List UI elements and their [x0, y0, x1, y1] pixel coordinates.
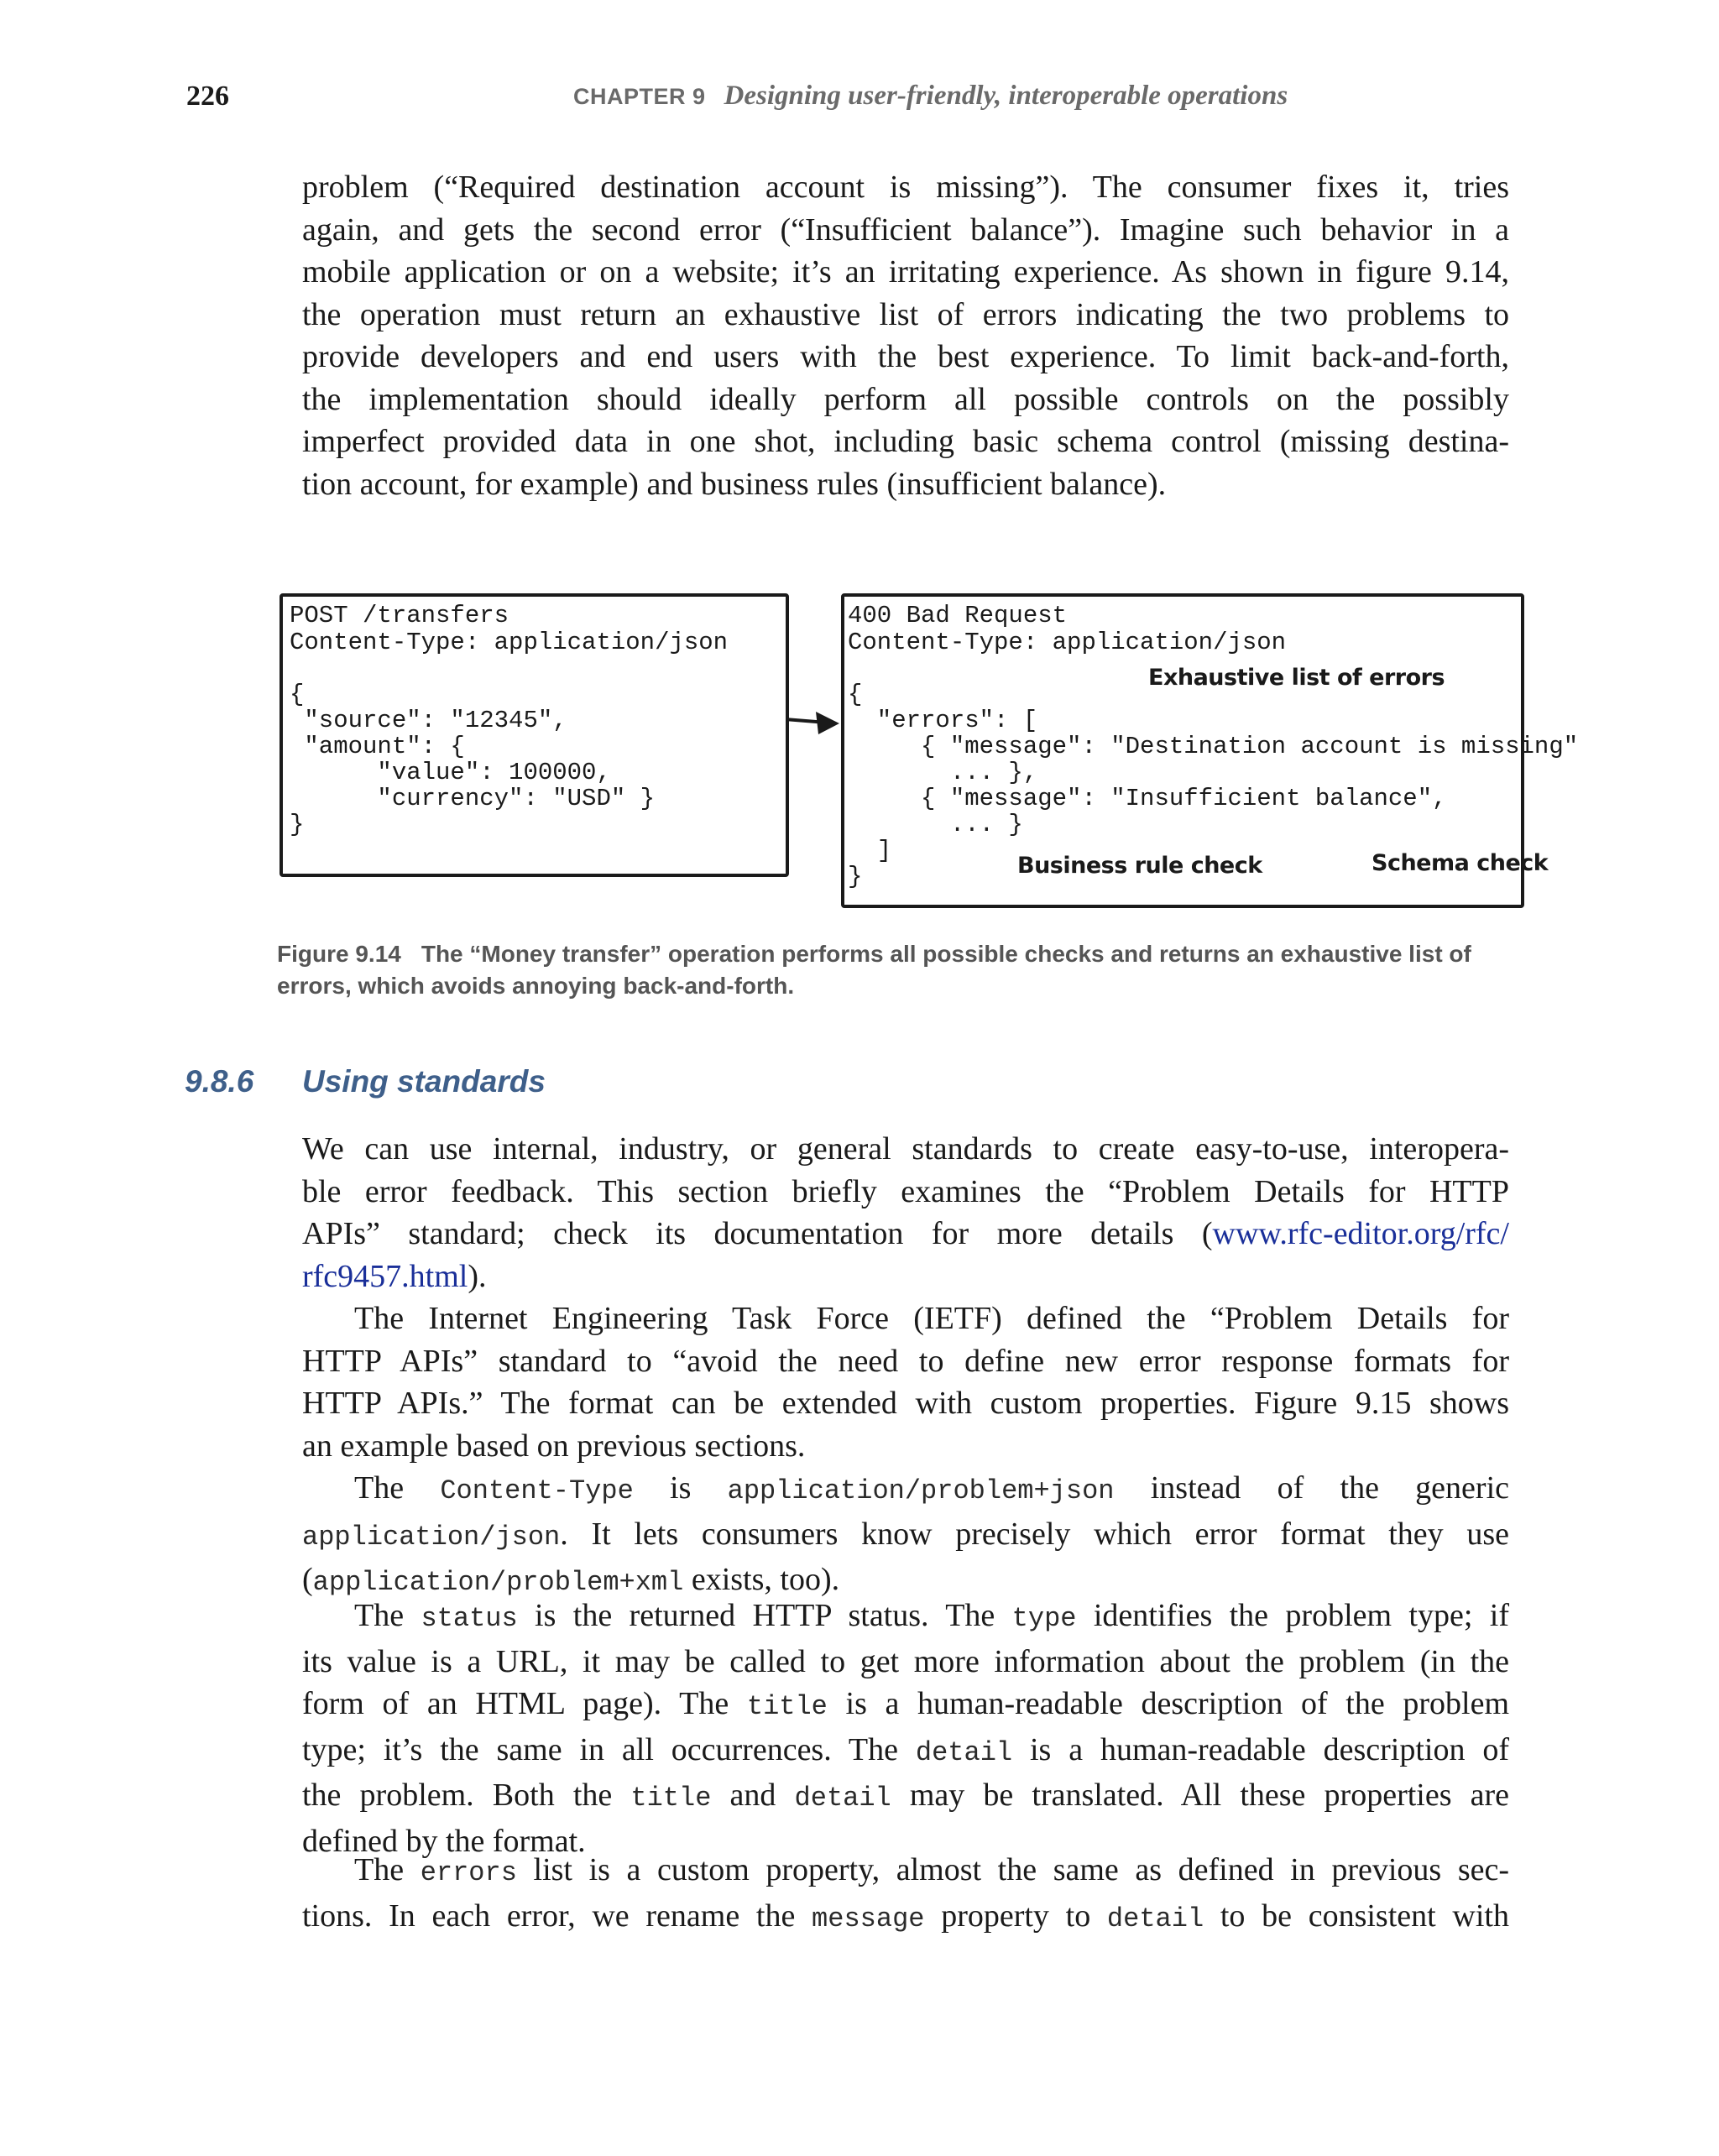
inline-code: detail [1106, 1903, 1204, 1934]
code-line: "currency": "USD" } [290, 785, 656, 812]
code-line: } [290, 811, 305, 838]
text-line: again, and gets the second error (“Insufficient balance”). Imagine such behavior in a [302, 211, 1509, 248]
inline-code: message [812, 1903, 925, 1934]
text-segment: identifies the problem type; if [1076, 1598, 1509, 1633]
text-segment: property to [924, 1898, 1107, 1934]
text-line: We can use internal, industry, or general standards to create easy-to-use, interopera- [302, 1131, 1509, 1167]
code-line: ] [848, 837, 892, 864]
code-line: ... } [848, 811, 1023, 838]
chapter-label: CHAPTER 9 [573, 84, 706, 109]
text-line [302, 1849, 1509, 1895]
paragraph-status-type [302, 1595, 1509, 1862]
text-line: HTTP APIs” standard to “avoid the need to define new error response formats for [302, 1343, 1509, 1379]
code-line: { "message": "Insufficient balance", [848, 785, 1447, 812]
inline-code: application/problem+json [727, 1475, 1115, 1506]
text-segment: may be translated. All these properties are [891, 1778, 1509, 1813]
text-line [302, 1213, 1509, 1255]
code-line: "amount": { [290, 733, 465, 760]
text-line: The Internet Engineering Task Force (IETF) defined the “Problem Details for [354, 1301, 1509, 1336]
code-line: { [290, 681, 305, 708]
section-number: 9.8.6 [185, 1064, 254, 1099]
text-segment: ). [468, 1258, 487, 1294]
text-segment: The [354, 1598, 421, 1633]
arrowhead-icon [816, 712, 839, 734]
paragraph-ietf [302, 1297, 1509, 1467]
inline-code: status [421, 1603, 518, 1634]
text-line: mobile application or on a website; it’s an irritating experience. As shown in figure 9.14, [302, 254, 1509, 290]
text-line [302, 1895, 1509, 1941]
inline-code: errors [420, 1857, 517, 1888]
text-line: tion account, for example) and business rules (insufficient balance). [302, 466, 1167, 502]
text-line: the operation must return an exhaustive list of errors indicating the two problems to [302, 296, 1509, 332]
text-segment: ( [302, 1562, 313, 1597]
code-line: "errors": [ [848, 707, 1038, 734]
text-line: its value is a URL, it may be called to get more information about the problem (in the [302, 1643, 1509, 1679]
text-line: imperfect provided data in one shot, including basic schema control (missing destina- [302, 424, 1509, 459]
chapter-title: Designing user-friendly, interoperable operations [724, 81, 1288, 111]
code-line: POST /transfers [290, 602, 509, 629]
code-line: { "message": "Destination account is missing" [848, 733, 1579, 760]
inline-code: title [746, 1691, 828, 1722]
caption-text: The “Money transfer” operation performs all possible checks and returns an exhaustive list of errors, which avoids annoying back-and-forth. [277, 941, 1471, 999]
text-segment: is [633, 1470, 728, 1506]
text-segment: to be consistent with [1204, 1898, 1509, 1934]
code-line: "value": 100000, [290, 759, 611, 786]
code-line: 400 Bad Request [848, 602, 1068, 629]
text-line [302, 1683, 1509, 1729]
code-line: "source": "12345", [290, 707, 567, 734]
code-line: Content-Type: application/json [848, 629, 1287, 656]
text-line: an example based on previous sections. [302, 1428, 806, 1464]
text-segment: APIs” standard; check its documentation for more details ( [302, 1216, 1213, 1251]
inline-code: application/json [302, 1521, 561, 1553]
paragraph-content-type [302, 1467, 1509, 1605]
text-segment: type; it’s the same in all occurrences. The [302, 1731, 916, 1767]
code-line: ... }, [848, 759, 1038, 786]
paragraph-standards-intro [302, 1128, 1509, 1297]
text-line [302, 1595, 1509, 1641]
inline-code: detail [915, 1736, 1013, 1768]
section-title: Using standards [302, 1064, 546, 1099]
caption-label: Figure 9.14 [277, 941, 401, 967]
text-line [302, 1729, 1509, 1775]
page-number: 226 [186, 81, 229, 112]
text-line: ble error feedback. This section briefly examines the “Problem Details for HTTP [302, 1173, 1509, 1209]
text-line [302, 1255, 1509, 1298]
annotation-schema: Schema check [1372, 850, 1549, 876]
rfc-link[interactable]: www.rfc-editor.org/rfc/ [1212, 1216, 1509, 1251]
text-segment: the problem. Both the [302, 1778, 631, 1813]
text-segment: form of an HTML page). The [302, 1686, 747, 1721]
text-segment: and [711, 1778, 795, 1813]
rfc-link-continued[interactable]: rfc9457.html [302, 1258, 468, 1294]
code-line: { [848, 681, 863, 708]
code-line: Content-Type: application/json [290, 629, 729, 656]
text-segment: instead of the generic [1114, 1470, 1509, 1506]
text-line [302, 1774, 1509, 1820]
text-line: the implementation should ideally perform all possible controls on the possibly [302, 381, 1509, 417]
text-line [302, 1513, 1509, 1559]
text-segment: is a human-readable description of the problem [827, 1686, 1509, 1721]
code-line: } [848, 863, 863, 890]
text-segment: list is a custom property, almost the same as defined in previous sec- [516, 1852, 1510, 1887]
annotation-business-rule: Business rule check [1017, 853, 1262, 879]
text-segment: The [354, 1470, 441, 1506]
annotation-exhaustive: Exhaustive list of errors [1148, 665, 1445, 691]
figure-caption [277, 938, 1519, 1002]
inline-code: application/problem+xml [312, 1567, 684, 1598]
text-line: HTTP APIs.” The format can be extended with custom properties. Figure 9.15 shows [302, 1386, 1509, 1421]
text-line: problem (“Required destination account is missing”). The consumer fixes it, tries [302, 170, 1509, 205]
inline-code: Content-Type [440, 1475, 634, 1506]
text-segment: is a human-readable description of [1012, 1731, 1510, 1767]
text-line: provide developers and end users with the best experience. To limit back-and-forth, [302, 339, 1509, 374]
text-line [302, 1467, 1509, 1513]
figure-9-14 [0, 0, 1719, 923]
text-segment: . It lets consumers know precisely which error format they use [560, 1516, 1509, 1552]
paragraph-errors-list [302, 1849, 1509, 1940]
inline-code: detail [794, 1783, 891, 1814]
text-segment: exists, too). [683, 1562, 840, 1597]
text-line: defined by the format. [302, 1823, 586, 1859]
text-segment: tions. In each error, we rename the [302, 1898, 812, 1934]
inline-code: type [1011, 1603, 1077, 1634]
inline-code: title [630, 1783, 712, 1814]
text-segment: is the returned HTTP status. The [517, 1598, 1012, 1633]
text-segment: The [354, 1852, 421, 1887]
